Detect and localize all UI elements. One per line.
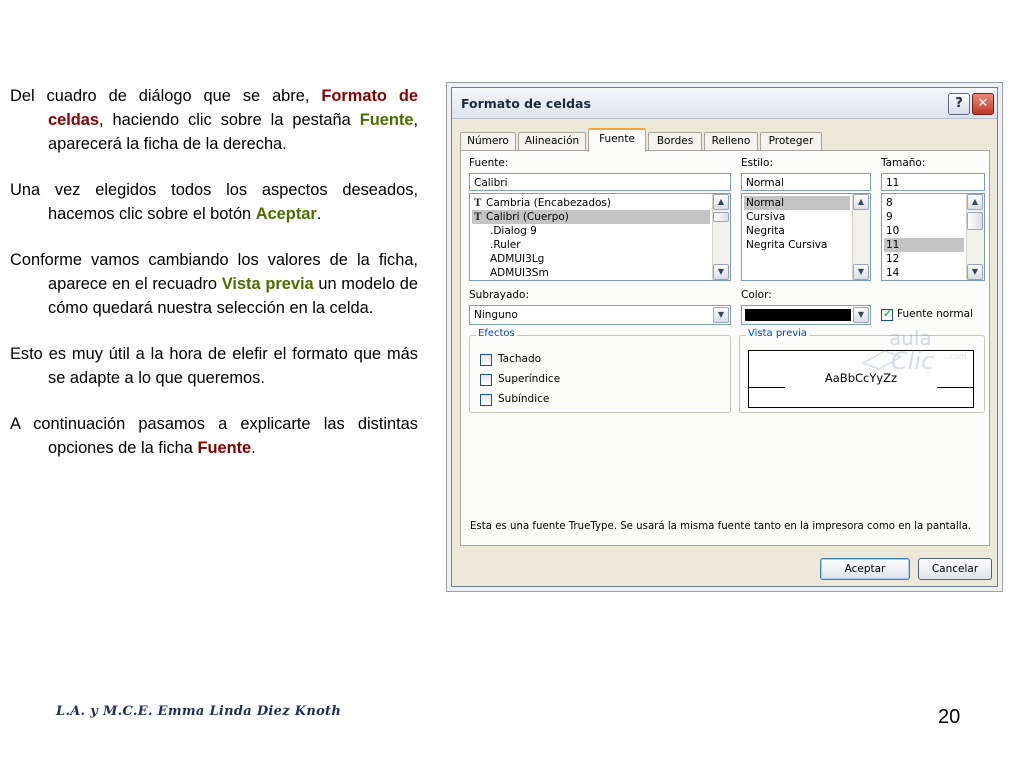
size-input[interactable]: 11 xyxy=(881,173,985,191)
help-button[interactable]: ? xyxy=(948,93,970,115)
superscript-label: Superíndice xyxy=(498,373,561,385)
aulaclic-watermark xyxy=(861,323,971,383)
color-swatch xyxy=(745,309,851,321)
list-item[interactable]: ADMUI3Lg xyxy=(490,253,545,265)
chevron-down-icon[interactable]: ▼ xyxy=(713,307,729,323)
format-cells-dialog xyxy=(451,87,998,587)
list-item[interactable]: .Ruler xyxy=(490,239,521,251)
paragraph-run: A continuación pasamos a explicarte las distintas opciones de la ficha xyxy=(10,415,418,457)
ok-button[interactable]: Aceptar xyxy=(820,558,910,580)
list-item[interactable]: 8 xyxy=(886,197,893,209)
scroll-down-icon[interactable]: ▼ xyxy=(713,264,729,280)
font-tab-panel xyxy=(460,150,990,546)
paragraph-run: Fuente xyxy=(359,111,414,129)
paragraph-run: Esto es muy útil a la hora de elefir el formato que más se adapte a lo que queremos. xyxy=(10,345,418,387)
svg-text:aula: aula xyxy=(889,326,932,350)
tab-numero[interactable]: Número xyxy=(460,132,516,150)
paragraph-run: Aceptar xyxy=(255,205,317,223)
preview-baseline-right xyxy=(937,387,973,388)
tab-alineacion[interactable]: Alineación xyxy=(518,132,586,150)
list-item[interactable]: 12 xyxy=(886,253,900,265)
color-label: Color: xyxy=(741,289,772,301)
paragraph-run: Vista previa xyxy=(221,275,314,293)
scroll-down-icon[interactable]: ▼ xyxy=(967,264,983,280)
preview-baseline-left xyxy=(749,387,785,388)
strikethrough-label: Tachado xyxy=(498,353,542,365)
normal-font-checkbox[interactable] xyxy=(881,309,893,321)
logo-icon xyxy=(861,323,971,383)
preview-title: Vista previa xyxy=(748,328,808,339)
style-list[interactable] xyxy=(741,193,871,281)
cancel-button[interactable]: Cancelar xyxy=(918,558,992,580)
paragraph-2 xyxy=(10,178,418,226)
close-button[interactable]: ✕ xyxy=(972,93,994,115)
size-list[interactable] xyxy=(881,193,985,281)
scroll-up-icon[interactable]: ▲ xyxy=(713,194,729,210)
strikethrough-checkbox[interactable] xyxy=(480,354,492,366)
font-list[interactable] xyxy=(469,193,731,281)
underline-select[interactable] xyxy=(469,305,731,325)
list-item[interactable]: .Dialog 9 xyxy=(490,225,537,237)
list-item[interactable]: 10 xyxy=(886,225,900,237)
list-item[interactable]: Negrita xyxy=(746,225,785,237)
scroll-up-icon[interactable]: ▲ xyxy=(853,194,869,210)
truetype-icon: T xyxy=(474,212,482,223)
tab-relleno[interactable]: Relleno xyxy=(704,132,758,150)
paragraph-5 xyxy=(10,412,418,460)
list-item[interactable]: Cursiva xyxy=(746,211,786,223)
list-item[interactable]: T Cambria (Encabezados) xyxy=(474,197,611,209)
style-input[interactable]: Normal xyxy=(741,173,871,191)
superscript-checkbox[interactable] xyxy=(480,374,492,386)
page-number: 20 xyxy=(938,706,961,728)
scroll-down-icon[interactable]: ▼ xyxy=(853,264,869,280)
list-item[interactable]: ADMUI3Sm xyxy=(490,267,549,279)
truetype-icon: T xyxy=(474,198,482,209)
effects-group xyxy=(469,328,731,413)
paragraph-run: Conforme vamos cambiando los valores de la ficha, aparece en el recuadro xyxy=(10,251,418,293)
scroll-thumb[interactable] xyxy=(967,212,983,230)
preview-text: AaBbCcYyZz xyxy=(824,371,898,385)
tab-fuente[interactable]: Fuente xyxy=(588,128,646,152)
dialog-title: Formato de celdas xyxy=(461,96,591,111)
underline-value: Ninguno xyxy=(474,309,518,321)
title-bar[interactable] xyxy=(452,88,997,119)
list-item[interactable]: Negrita Cursiva xyxy=(746,239,828,251)
paragraph-4 xyxy=(10,342,418,390)
size-list-scrollbar[interactable] xyxy=(966,194,984,280)
slide-text xyxy=(10,84,418,482)
underline-label: Subrayado: xyxy=(469,289,530,301)
svg-text:.com: .com xyxy=(947,352,967,361)
style-list-scrollbar[interactable] xyxy=(852,194,870,280)
footer-author: L.A. y M.C.E. Emma Linda Diez Knoth xyxy=(56,704,342,719)
font-label: Fuente: xyxy=(469,157,509,169)
paragraph-run: Fuente xyxy=(197,439,252,457)
paragraph-1 xyxy=(10,84,418,156)
font-list-scrollbar[interactable] xyxy=(712,194,730,280)
subscript-label: Subíndice xyxy=(498,393,550,405)
subscript-checkbox[interactable] xyxy=(480,394,492,406)
paragraph-run: , haciendo clic sobre la pestaña xyxy=(99,111,360,129)
list-item-selected[interactable]: 11 xyxy=(884,238,964,252)
style-label: Estilo: xyxy=(741,157,774,169)
list-item[interactable]: 9 xyxy=(886,211,893,223)
paragraph-run: , aparecerá la ficha de la derecha. xyxy=(48,111,418,153)
scroll-up-icon[interactable]: ▲ xyxy=(967,194,983,210)
effects-title: Efectos xyxy=(478,328,515,339)
color-select[interactable] xyxy=(741,305,871,325)
svg-text:Clic: Clic xyxy=(891,347,935,375)
dialog-screenshot xyxy=(446,82,1003,592)
tab-proteger[interactable]: Proteger xyxy=(760,132,822,150)
normal-font-label: Fuente normal xyxy=(897,308,973,320)
chevron-down-icon[interactable]: ▼ xyxy=(853,307,869,323)
paragraph-run: . xyxy=(251,439,256,457)
size-label: Tamaño: xyxy=(881,157,926,169)
paragraph-run: Formato de celdas xyxy=(48,87,418,129)
paragraph-3 xyxy=(10,248,418,320)
list-item[interactable]: 14 xyxy=(886,267,900,279)
font-input[interactable]: Calibri xyxy=(469,173,731,191)
list-item-selected[interactable]: T Calibri (Cuerpo) xyxy=(472,210,710,224)
list-item-selected[interactable]: Normal xyxy=(744,196,850,210)
paragraph-run: . xyxy=(316,205,322,223)
tab-bordes[interactable]: Bordes xyxy=(648,132,702,150)
scroll-thumb[interactable] xyxy=(713,212,729,222)
info-text: Esta es una fuente TrueType. Se usará la misma fuente tanto en la impresora como en la pantalla. xyxy=(470,521,972,532)
paragraph-run: un modelo de cómo quedará nuestra selección en la celda. xyxy=(48,275,418,317)
paragraph-run: Del cuadro de diálogo que se abre, xyxy=(10,87,322,105)
paragraph-run: Una vez elegidos todos los aspectos deseados, hacemos clic sobre el botón xyxy=(10,181,418,223)
